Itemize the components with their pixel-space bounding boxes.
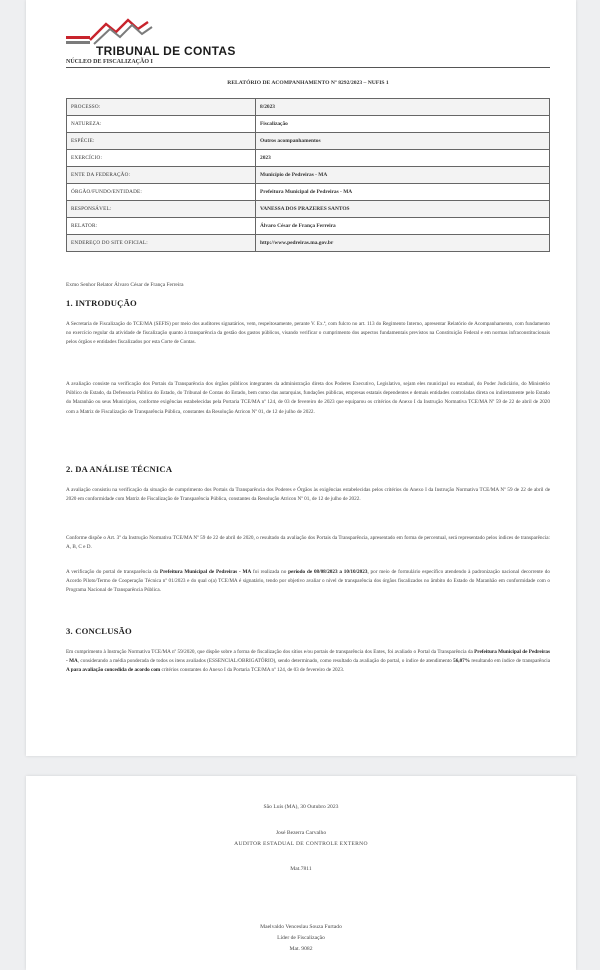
conclusion-paragraph (66, 648, 550, 676)
section-title-conclusion: 3. CONCLUSÃO (66, 626, 132, 636)
analysis-text: , por meio de formulário específico atendendo à padronização nacional decorrente do Acordo Piloto/Termo de Cooperação Técnica nº 01/2023 e do qual o(a) TCE/MA é signatário, tendo por objetivo avaliar o nível de transparência dos órgãos fiscalizados no âmbito do Estado do Maranhão em conformidade com o Programa Nacional de Transparência Pública. (66, 569, 550, 594)
info-value: Fiscalização (256, 116, 550, 133)
info-label: PROCESSO: (67, 99, 256, 116)
analysis-period: período de 08/08/2023 a 10/10/2023 (288, 569, 368, 575)
analysis-text: A verificação do portal de transparência da (66, 569, 160, 575)
section-title-analysis: 2. DA ANÁLISE TÉCNICA (66, 464, 173, 474)
conclusion-text: critérios constantes do Anexo I da Portaria TCE/MA nº 124, de 03 de fevereiro de 2023. (160, 667, 345, 674)
info-table-row (67, 218, 550, 235)
info-table-row (67, 235, 550, 252)
info-label: RELATOR: (67, 218, 256, 235)
info-value: 8/2023 (256, 99, 550, 116)
document-page-1 (26, 0, 576, 756)
conclusion-text: Em cumprimento à Instrução Normativa TCE/MA nº 59/2020, que dispõe sobre a forma de fiscalização dos sítios e/ou portais de transparência dos Entes, foi avaliado o Portal da Transparência da (66, 649, 475, 655)
info-label: ENDEREÇO DO SITE OFICIAL: (67, 235, 256, 252)
info-table-row (67, 201, 550, 218)
info-label: NATUREZA: (67, 116, 256, 133)
info-value: 2023 (256, 150, 550, 167)
analysis-text: foi realizada no (251, 569, 289, 575)
info-label: ESPÉCIE: (67, 133, 256, 150)
info-table-row (67, 184, 550, 201)
info-value: Outros acompanhamentos (256, 133, 550, 150)
info-label: ENTE DA FEDERAÇÃO: (67, 167, 256, 184)
header-divider (66, 67, 550, 68)
info-label: EXERCÍCIO: (67, 150, 256, 167)
info-value: Prefeitura Municipal de Pedreiras - MA (256, 184, 550, 201)
report-title: RELATÓRIO DE ACOMPANHAMENTO Nº 8292/2023 – NUFIS 1 (227, 80, 389, 86)
logo-text: TRIBUNAL DE CONTAS (96, 44, 236, 58)
info-value: Município de Pedreiras - MA (256, 167, 550, 184)
signer-1-name: José Bezerra Carvalho (275, 830, 327, 836)
greeting: Exmo Senhor Relator Álvaro César de França Ferreira (66, 282, 184, 288)
place-date: São Luís (MA), 30 Outubro 2023 (263, 804, 339, 810)
process-info-table (66, 98, 550, 252)
conclusion-index-value: 56,07% (453, 658, 470, 665)
info-table-row (67, 116, 550, 133)
signer-1-registration: Mat.7811 (290, 866, 312, 872)
info-value: VANESSA DOS PRAZERES SANTOS (256, 201, 550, 218)
analysis-paragraph-2: Conforme dispõe o Art. 3º da Instrução Normativa TCE/MA Nº 59 de 22 de abril de 2020, o resultado da avaliação dos Portais da Transparência, apresentado em forma de percentual, será representado pelos índices de transparência: A, B, C e D. (66, 535, 550, 551)
info-label: ÓRGÃO/FUNDO/ENTIDADE: (67, 184, 256, 201)
intro-paragraph-1: A Secretaria de Fiscalização do TCE/MA (SEFIS) por meio dos auditores signatários, vem, respeitosamente, perante V. Ex.ª, com fulcro no art. 113 do Regimento Interno, apresentar Relatório de Acompanhamento, com fundamento no exercício regular da atividade de fiscalização quanto à transparência da gestão dos gastos públicos, visando verificar o cumprimento dos aspectos fundamentais previstos na Constituição Federal e em normas infraconstitucionais pelos órgãos e entidades fiscalizados por esta Corte de Contas. (66, 321, 550, 346)
conclusion-entity: Prefeitura Municipal de Pedreiras - MA (66, 649, 551, 665)
analysis-entity: Prefeitura Municipal de Pedreiras - MA (159, 569, 252, 575)
conclusion-rating: A para avaliação concedida de acordo com (66, 667, 161, 674)
analysis-paragraph-3 (66, 568, 550, 596)
info-table-row (67, 133, 550, 150)
info-label: RESPONSÁVEL: (67, 201, 256, 218)
section-title-introduction: 1. INTRODUÇÃO (66, 298, 137, 308)
signer-2-role: Líder de Fiscalização (277, 935, 325, 941)
info-table-row (67, 150, 550, 167)
intro-paragraph-2: A avaliação consiste na verificação dos Portais da Transparência dos órgãos públicos integrantes da administração direta dos Poderes Executivo, Legislativo, sejam eles municipal ou estadual, do Poder Judiciário, do Ministério Público do Estado, da Defensoria Pública do Estado, do Tribunal de Contas do Estado, bem como das autarquias, fundações públicas, empresas estatais dependentes e demais entidades controladas direta ou indiretamente pelo Estado do Maranhão ou seus Municípios, conforme exigências estabelecidas pela Portaria TCE/MA nº 124, de 03 de fevereiro de 2023 que equiparou os critérios do Anexo I da Instrução Normativa TCE/MA Nº 59 de 22 de abril de 2020 com a Matriz de Fiscalização de Transparência Pública, constantes da Resolução Atricon Nº 01, de 12 de julho de 2022. (66, 381, 550, 415)
info-value: http://www.pedreiras.ma.gov.br (256, 235, 550, 252)
signer-2-name: Maelvaldo Venceslau Souza Furtado (260, 924, 342, 930)
conclusion-text: , considerando a média ponderada de todos os itens avaliados (ESSENCIAL/OBRIGATÓRIO), sendo determinado, como resultado da avaliação do portal, o índice de atendimento (77, 658, 454, 665)
info-value: Álvaro César de França Ferreira (256, 218, 550, 235)
unit-name: NÚCLEO DE FISCALIZAÇÃO I (66, 59, 153, 65)
conclusion-text: resultando em índice de transparência (469, 658, 550, 665)
info-table-row (67, 99, 550, 116)
info-table-row (67, 167, 550, 184)
signer-1-role: AUDITOR ESTADUAL DE CONTROLE EXTERNO (234, 841, 368, 847)
logo-emblem-icon (66, 16, 176, 46)
document-page-2 (26, 776, 576, 970)
analysis-paragraph-1: A avaliação consistiu na verificação da situação de cumprimento dos Portais da Transparência dos Poderes e Órgãos às exigências estabelecidas pelos critérios do Anexo I da Instrução Normativa TCE/MA Nº 59 de 22 de abril de 2020 em conformidade com Matriz de Fiscalização de Transparência Pública, constantes da Resolução Atricon Nº 01, de 12 de julho de 2022. (66, 487, 550, 503)
signer-2-registration: Mat. 9082 (289, 946, 313, 952)
